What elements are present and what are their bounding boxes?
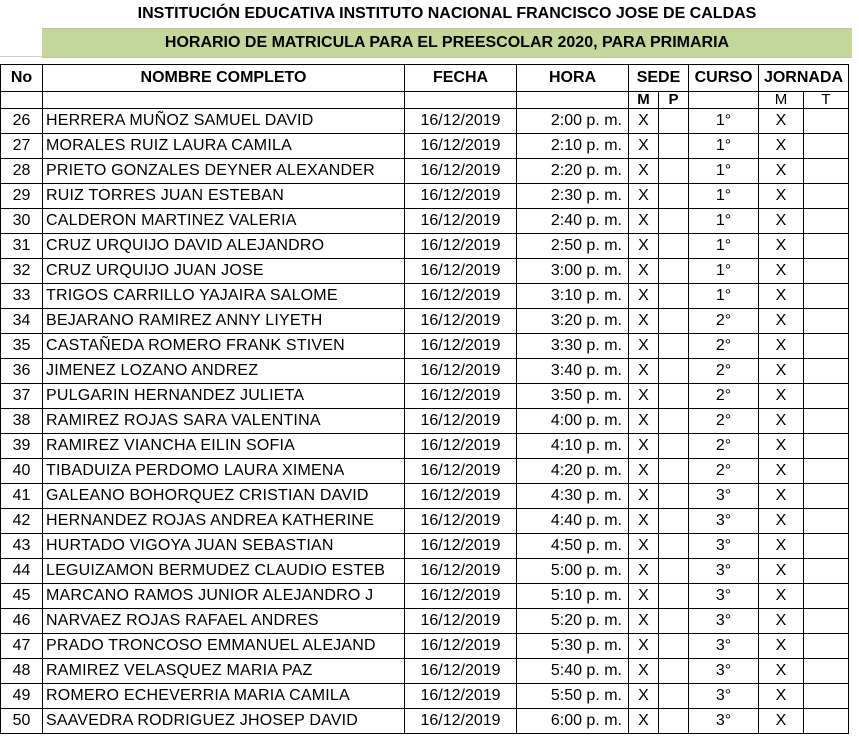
- subheader-sede-p: P: [659, 92, 689, 109]
- cell-name: CRUZ URQUIJO JUAN JOSE: [43, 259, 405, 284]
- cell-name: NARVAEZ ROJAS RAFAEL ANDRES: [43, 609, 405, 634]
- cell-no: 29: [1, 184, 43, 209]
- cell-date: 16/12/2019: [405, 659, 517, 684]
- cell-date: 16/12/2019: [405, 534, 517, 559]
- cell-sede-p: [659, 384, 689, 409]
- cell-jornada-t: [804, 234, 849, 259]
- table-row: [1, 159, 849, 184]
- cell-jornada-m: X: [759, 659, 804, 684]
- cell-curso: 1°: [689, 234, 759, 259]
- cell-jornada-m: X: [759, 109, 804, 134]
- cell-date: 16/12/2019: [405, 584, 517, 609]
- cell-date: 16/12/2019: [405, 384, 517, 409]
- cell-curso: 3°: [689, 609, 759, 634]
- table-row: [1, 484, 849, 509]
- cell-sede-p: [659, 159, 689, 184]
- cell-no: 40: [1, 459, 43, 484]
- cell-sede-m: X: [629, 559, 659, 584]
- table-row: [1, 659, 849, 684]
- cell-jornada-t: [804, 709, 849, 734]
- institution-title: INSTITUCIÓN EDUCATIVA INSTITUTO NACIONAL FRANCISCO JOSE DE CALDAS: [137, 5, 757, 22]
- cell-curso: 3°: [689, 684, 759, 709]
- table-row: [1, 384, 849, 409]
- cell-name: JIMENEZ LOZANO ANDREZ: [43, 359, 405, 384]
- cell-name: GALEANO BOHORQUEZ CRISTIAN DAVID: [43, 484, 405, 509]
- cell-sede-p: [659, 334, 689, 359]
- table-row: [1, 534, 849, 559]
- table-body: [1, 65, 849, 734]
- cell-jornada-m: X: [759, 134, 804, 159]
- cell-time: 4:40 p. m.: [517, 509, 629, 534]
- cell-sede-p: [659, 359, 689, 384]
- cell-sede-p: [659, 509, 689, 534]
- cell-date: 16/12/2019: [405, 134, 517, 159]
- cell-jornada-t: [804, 334, 849, 359]
- cell-sede-p: [659, 284, 689, 309]
- table-row: [1, 559, 849, 584]
- cell-date: 16/12/2019: [405, 484, 517, 509]
- cell-jornada-m: X: [759, 209, 804, 234]
- cell-curso: 3°: [689, 559, 759, 584]
- cell-date: 16/12/2019: [405, 684, 517, 709]
- cell-sede-m: X: [629, 159, 659, 184]
- cell-curso: 1°: [689, 259, 759, 284]
- cell-sede-m: X: [629, 109, 659, 134]
- cell-name: MARCANO RAMOS JUNIOR ALEJANDRO J: [43, 584, 405, 609]
- cell-curso: 2°: [689, 334, 759, 359]
- cell-date: 16/12/2019: [405, 284, 517, 309]
- cell-jornada-t: [804, 659, 849, 684]
- cell-sede-p: [659, 234, 689, 259]
- cell-no: 31: [1, 234, 43, 259]
- cell-jornada-t: [804, 584, 849, 609]
- cell-curso: 2°: [689, 309, 759, 334]
- cell-curso: 1°: [689, 109, 759, 134]
- cell-curso: 3°: [689, 634, 759, 659]
- cell-curso: 2°: [689, 384, 759, 409]
- cell-name: PRADO TRONCOSO EMMANUEL ALEJAND: [43, 634, 405, 659]
- cell-sede-m: X: [629, 359, 659, 384]
- table-row: [1, 509, 849, 534]
- cell-jornada-m: X: [759, 384, 804, 409]
- header-no: No: [1, 65, 43, 92]
- cell-jornada-t: [804, 359, 849, 384]
- cell-sede-p: [659, 184, 689, 209]
- cell-jornada-t: [804, 409, 849, 434]
- cell-curso: 1°: [689, 184, 759, 209]
- cell-sede-p: [659, 259, 689, 284]
- cell-sede-m: X: [629, 484, 659, 509]
- cell-name: CASTAÑEDA ROMERO FRANK STIVEN: [43, 334, 405, 359]
- header-sede: SEDE: [629, 65, 689, 92]
- header-name: NOMBRE COMPLETO: [43, 65, 405, 92]
- subheader-row: [1, 92, 849, 109]
- cell-name: CRUZ URQUIJO DAVID ALEJANDRO: [43, 234, 405, 259]
- cell-curso: 3°: [689, 659, 759, 684]
- cell-sede-m: X: [629, 534, 659, 559]
- cell-no: 50: [1, 709, 43, 734]
- cell-date: 16/12/2019: [405, 309, 517, 334]
- cell-jornada-t: [804, 634, 849, 659]
- table-row: [1, 134, 849, 159]
- cell-sede-p: [659, 709, 689, 734]
- cell-sede-p: [659, 309, 689, 334]
- cell-date: 16/12/2019: [405, 509, 517, 534]
- cell-jornada-m: X: [759, 284, 804, 309]
- cell-curso: 2°: [689, 434, 759, 459]
- cell-sede-m: X: [629, 209, 659, 234]
- cell-date: 16/12/2019: [405, 634, 517, 659]
- cell-date: 16/12/2019: [405, 359, 517, 384]
- cell-sede-p: [659, 584, 689, 609]
- header-row: [1, 65, 849, 92]
- cell-curso: 3°: [689, 509, 759, 534]
- cell-no: 43: [1, 534, 43, 559]
- cell-no: 27: [1, 134, 43, 159]
- cell-jornada-t: [804, 609, 849, 634]
- cell-jornada-t: [804, 309, 849, 334]
- cell-curso: 3°: [689, 484, 759, 509]
- schedule-title: HORARIO DE MATRICULA PARA EL PREESCOLAR 2020, PARA PRIMARIA: [164, 34, 730, 51]
- table-row: [1, 184, 849, 209]
- cell-jornada-t: [804, 109, 849, 134]
- cell-jornada-t: [804, 684, 849, 709]
- cell-name: SAAVEDRA RODRIGUEZ JHOSEP DAVID: [43, 709, 405, 734]
- cell-date: 16/12/2019: [405, 609, 517, 634]
- cell-jornada-m: X: [759, 509, 804, 534]
- cell-jornada-m: X: [759, 184, 804, 209]
- cell-name: RAMIREZ ROJAS SARA VALENTINA: [43, 409, 405, 434]
- cell-sede-p: [659, 684, 689, 709]
- cell-sede-m: X: [629, 584, 659, 609]
- cell-name: LEGUIZAMON BERMUDEZ CLAUDIO ESTEB: [43, 559, 405, 584]
- cell-time: 6:00 p. m.: [517, 709, 629, 734]
- cell-jornada-m: X: [759, 434, 804, 459]
- cell-sede-p: [659, 634, 689, 659]
- cell-no: 49: [1, 684, 43, 709]
- cell-date: 16/12/2019: [405, 159, 517, 184]
- table-row: [1, 234, 849, 259]
- cell-name: ROMERO ECHEVERRIA MARIA CAMILA: [43, 684, 405, 709]
- header-jornada: JORNADA: [759, 65, 849, 92]
- cell-sede-m: X: [629, 509, 659, 534]
- cell-no: 41: [1, 484, 43, 509]
- header-spacer-cell: [0, 28, 43, 57]
- subheader-empty: [1, 92, 43, 109]
- cell-time: 5:50 p. m.: [517, 684, 629, 709]
- cell-jornada-t: [804, 134, 849, 159]
- cell-curso: 1°: [689, 159, 759, 184]
- cell-name: TIBADUIZA PERDOMO LAURA XIMENA: [43, 459, 405, 484]
- table-row: [1, 684, 849, 709]
- cell-date: 16/12/2019: [405, 434, 517, 459]
- cell-sede-p: [659, 659, 689, 684]
- cell-sede-p: [659, 609, 689, 634]
- cell-curso: 1°: [689, 134, 759, 159]
- cell-no: 32: [1, 259, 43, 284]
- cell-time: 3:50 p. m.: [517, 384, 629, 409]
- cell-no: 45: [1, 584, 43, 609]
- header-curso: CURSO: [689, 65, 759, 92]
- cell-jornada-m: X: [759, 159, 804, 184]
- cell-jornada-m: X: [759, 709, 804, 734]
- cell-jornada-t: [804, 534, 849, 559]
- header-time: HORA: [517, 65, 629, 92]
- cell-time: 4:00 p. m.: [517, 409, 629, 434]
- cell-name: RAMIREZ VIANCHA EILIN SOFIA: [43, 434, 405, 459]
- cell-name: PRIETO GONZALES DEYNER ALEXANDER: [43, 159, 405, 184]
- cell-jornada-m: X: [759, 309, 804, 334]
- cell-no: 28: [1, 159, 43, 184]
- cell-name: RAMIREZ VELASQUEZ MARIA PAZ: [43, 659, 405, 684]
- cell-no: 44: [1, 559, 43, 584]
- cell-jornada-m: X: [759, 234, 804, 259]
- cell-name: PULGARIN HERNANDEZ JULIETA: [43, 384, 405, 409]
- cell-jornada-m: X: [759, 634, 804, 659]
- table-row: [1, 284, 849, 309]
- cell-sede-p: [659, 484, 689, 509]
- cell-date: 16/12/2019: [405, 209, 517, 234]
- cell-date: 16/12/2019: [405, 184, 517, 209]
- cell-sede-m: X: [629, 634, 659, 659]
- cell-name: HERRERA MUÑOZ SAMUEL DAVID: [43, 109, 405, 134]
- cell-sede-m: X: [629, 184, 659, 209]
- cell-jornada-t: [804, 459, 849, 484]
- cell-time: 2:00 p. m.: [517, 109, 629, 134]
- cell-date: 16/12/2019: [405, 459, 517, 484]
- cell-curso: 1°: [689, 209, 759, 234]
- cell-jornada-t: [804, 284, 849, 309]
- cell-sede-m: X: [629, 134, 659, 159]
- table-row: [1, 409, 849, 434]
- cell-name: TRIGOS CARRILLO YAJAIRA SALOME: [43, 284, 405, 309]
- table-row: [1, 334, 849, 359]
- table-row: [1, 459, 849, 484]
- cell-date: 16/12/2019: [405, 559, 517, 584]
- cell-time: 3:20 p. m.: [517, 309, 629, 334]
- cell-name: RUIZ TORRES JUAN ESTEBAN: [43, 184, 405, 209]
- document-header: [0, 0, 859, 28]
- cell-jornada-m: X: [759, 409, 804, 434]
- cell-time: 5:10 p. m.: [517, 584, 629, 609]
- cell-name: HERNANDEZ ROJAS ANDREA KATHERINE: [43, 509, 405, 534]
- cell-time: 5:20 p. m.: [517, 609, 629, 634]
- cell-jornada-m: X: [759, 359, 804, 384]
- cell-no: 26: [1, 109, 43, 134]
- cell-time: 3:40 p. m.: [517, 359, 629, 384]
- cell-time: 4:30 p. m.: [517, 484, 629, 509]
- header-date: FECHA: [405, 65, 517, 92]
- cell-time: 5:30 p. m.: [517, 634, 629, 659]
- cell-jornada-t: [804, 159, 849, 184]
- cell-sede-p: [659, 559, 689, 584]
- table-row: [1, 259, 849, 284]
- cell-curso: 1°: [689, 284, 759, 309]
- cell-sede-p: [659, 434, 689, 459]
- cell-sede-m: X: [629, 659, 659, 684]
- cell-no: 33: [1, 284, 43, 309]
- cell-date: 16/12/2019: [405, 259, 517, 284]
- cell-date: 16/12/2019: [405, 334, 517, 359]
- cell-jornada-t: [804, 509, 849, 534]
- cell-sede-m: X: [629, 684, 659, 709]
- cell-time: 2:20 p. m.: [517, 159, 629, 184]
- cell-no: 48: [1, 659, 43, 684]
- cell-jornada-m: X: [759, 259, 804, 284]
- cell-time: 2:50 p. m.: [517, 234, 629, 259]
- cell-jornada-t: [804, 259, 849, 284]
- cell-no: 36: [1, 359, 43, 384]
- cell-time: 2:30 p. m.: [517, 184, 629, 209]
- cell-name: BEJARANO RAMIREZ ANNY LIYETH: [43, 309, 405, 334]
- cell-jornada-m: X: [759, 609, 804, 634]
- table-row: [1, 634, 849, 659]
- subheader-empty: [43, 92, 405, 109]
- cell-curso: 3°: [689, 709, 759, 734]
- cell-time: 3:30 p. m.: [517, 334, 629, 359]
- cell-no: 30: [1, 209, 43, 234]
- cell-no: 42: [1, 509, 43, 534]
- cell-date: 16/12/2019: [405, 234, 517, 259]
- cell-sede-m: X: [629, 409, 659, 434]
- subheader-sede-m: M: [629, 92, 659, 109]
- cell-sede-p: [659, 109, 689, 134]
- subheader-empty: [405, 92, 517, 109]
- cell-sede-m: X: [629, 709, 659, 734]
- table-row: [1, 584, 849, 609]
- cell-no: 46: [1, 609, 43, 634]
- table-row: [1, 434, 849, 459]
- cell-time: 5:40 p. m.: [517, 659, 629, 684]
- cell-date: 16/12/2019: [405, 409, 517, 434]
- cell-sede-m: X: [629, 434, 659, 459]
- cell-jornada-t: [804, 184, 849, 209]
- cell-jornada-m: X: [759, 559, 804, 584]
- cell-curso: 2°: [689, 409, 759, 434]
- cell-time: 2:40 p. m.: [517, 209, 629, 234]
- cell-jornada-t: [804, 384, 849, 409]
- cell-time: 3:00 p. m.: [517, 259, 629, 284]
- subheader-jornada-t: T: [804, 92, 849, 109]
- schedule-title-band: [42, 28, 852, 58]
- cell-curso: 3°: [689, 584, 759, 609]
- cell-sede-p: [659, 534, 689, 559]
- table-row: [1, 109, 849, 134]
- table-row: [1, 709, 849, 734]
- cell-date: 16/12/2019: [405, 709, 517, 734]
- cell-sede-p: [659, 209, 689, 234]
- table-row: [1, 209, 849, 234]
- cell-no: 39: [1, 434, 43, 459]
- cell-sede-m: X: [629, 459, 659, 484]
- cell-no: 35: [1, 334, 43, 359]
- cell-sede-m: X: [629, 609, 659, 634]
- cell-time: 4:20 p. m.: [517, 459, 629, 484]
- cell-no: 37: [1, 384, 43, 409]
- cell-time: 2:10 p. m.: [517, 134, 629, 159]
- cell-curso: 2°: [689, 359, 759, 384]
- enrollment-schedule-table: [0, 64, 849, 734]
- cell-curso: 3°: [689, 534, 759, 559]
- cell-jornada-m: X: [759, 584, 804, 609]
- cell-name: MORALES RUIZ LAURA CAMILA: [43, 134, 405, 159]
- cell-no: 47: [1, 634, 43, 659]
- cell-name: HURTADO VIGOYA JUAN SEBASTIAN: [43, 534, 405, 559]
- cell-time: 5:00 p. m.: [517, 559, 629, 584]
- subheader-jornada-m: M: [759, 92, 804, 109]
- cell-curso: 2°: [689, 459, 759, 484]
- cell-time: 3:10 p. m.: [517, 284, 629, 309]
- cell-name: CALDERON MARTINEZ VALERIA: [43, 209, 405, 234]
- cell-jornada-m: X: [759, 334, 804, 359]
- cell-jornada-m: X: [759, 484, 804, 509]
- cell-time: 4:10 p. m.: [517, 434, 629, 459]
- cell-jornada-t: [804, 559, 849, 584]
- subheader-empty: [689, 92, 759, 109]
- cell-sede-m: X: [629, 334, 659, 359]
- cell-jornada-m: X: [759, 684, 804, 709]
- table-row: [1, 359, 849, 384]
- cell-jornada-t: [804, 434, 849, 459]
- cell-sede-m: X: [629, 259, 659, 284]
- cell-no: 38: [1, 409, 43, 434]
- cell-sede-m: X: [629, 234, 659, 259]
- cell-sede-m: X: [629, 309, 659, 334]
- table-row: [1, 309, 849, 334]
- table-row: [1, 609, 849, 634]
- cell-jornada-t: [804, 209, 849, 234]
- cell-sede-p: [659, 409, 689, 434]
- cell-jornada-m: X: [759, 534, 804, 559]
- cell-date: 16/12/2019: [405, 109, 517, 134]
- cell-time: 4:50 p. m.: [517, 534, 629, 559]
- cell-jornada-m: X: [759, 459, 804, 484]
- cell-jornada-t: [804, 484, 849, 509]
- subheader-empty: [517, 92, 629, 109]
- cell-sede-p: [659, 459, 689, 484]
- cell-sede-m: X: [629, 284, 659, 309]
- cell-sede-m: X: [629, 384, 659, 409]
- cell-no: 34: [1, 309, 43, 334]
- cell-sede-p: [659, 134, 689, 159]
